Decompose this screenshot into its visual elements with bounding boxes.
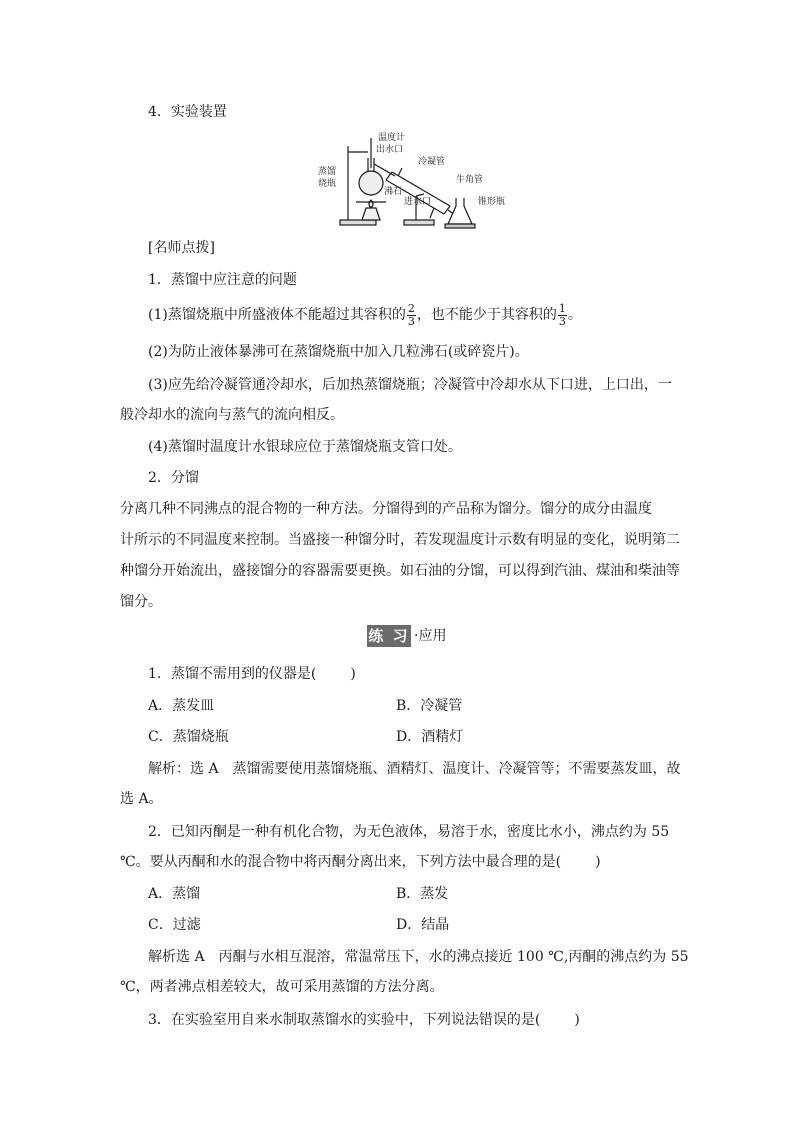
tips-item2-line2: 计所示的不同温度来控制。当盛接一种馏分时，若发现温度计示数有明显的变化，说明第二 [120,532,680,548]
tips-p1-text-before: (1)蒸馏烧瓶中所盛液体不能超过其容积的 [148,307,406,323]
q3-stem-text: 3．在实验室用自来水制取蒸馏水的实验中，下列说法错误的是( [148,1012,541,1028]
tips-p3-line1: (3)应先给冷凝管通冷却水，后加热蒸馏烧瓶；冷凝管中冷却水从下口进，上口出，一 [148,377,672,393]
q1-stem-text: 1．蒸馏不需用到的仪器是( [148,666,317,682]
q1-stem-end: ) [350,666,356,682]
label-adapter: 牛角管 [456,174,484,184]
q2-option-c: C．过滤 [148,917,201,933]
distillation-apparatus-diagram [300,128,520,230]
tips-p1-text-after: 。 [567,307,582,323]
label-water-in: 进水口 [404,196,432,206]
practice-badge: 练 习 [368,627,410,645]
fraction-two-thirds [407,303,416,328]
label-flask-line1: 蒸馏 [318,166,337,176]
label-thermometer: 温度计 [378,132,406,142]
q1-option-b: B．冷凝管 [396,698,463,714]
q2-option-b: B．蒸发 [396,886,449,902]
tips-item1-heading: 1．蒸馏中应注意的问题 [148,272,297,288]
q3-stem-end: ) [574,1012,580,1028]
q1-option-d: D．酒精灯 [396,729,464,745]
label-flask-line2: 烧瓶 [318,178,337,188]
label-condenser: 冷凝管 [418,156,446,166]
fraction-one-third [558,303,567,328]
practice-subtitle: ·应用 [414,628,447,644]
tips-item2-line1: 分离几种不同沸点的混合物的一种方法。分馏得到的产品称为馏分。馏分的成分由温度 [120,501,652,517]
q2-stem-end: ) [595,854,601,870]
section-heading: 4．实验装置 [148,104,227,120]
label-conical-flask: 锥形瓶 [478,196,506,206]
fraction-numerator: 1 [558,301,566,315]
q1-option-a: A．蒸发皿 [148,698,215,714]
fraction-denominator: 3 [558,314,566,328]
q2-option-d: D．结晶 [396,917,450,933]
label-boiling-stone: 沸石 [384,186,403,196]
tips-heading: [名师点拨] [148,240,215,256]
tips-item2-line4: 馏分。 [120,594,162,610]
tips-p1-text-middle: ，也不能少于其容积的 [416,307,557,323]
q2-option-a: A．蒸馏 [148,886,201,902]
q1-analysis-line1: 解析：选 A 蒸馏需要使用蒸馏烧瓶、酒精灯、温度计、冷凝管等；不需要蒸发皿，故 [148,761,681,777]
q2-stem-line2 [120,852,601,872]
label-water-out: 出水口 [376,144,404,154]
q1-stem [148,664,356,684]
tips-p4: (4)蒸馏时温度计水银球应位于蒸馏烧瓶支管口处。 [148,439,462,455]
q2-analysis-line1: 解析选 A 丙酮与水相互混溶，常温常压下，水的沸点接近 100 ℃,丙酮的沸点约为 55 [148,949,689,965]
q2-stem-line2-text: ℃。要从丙酮和水的混合物中将丙酮分离出来，下列方法中最合理的是( [120,854,562,870]
fraction-denominator: 3 [407,314,415,328]
tips-p2: (2)为防止液体暴沸可在蒸馏烧瓶中加入几粒沸石(或碎瓷片)。 [148,344,529,360]
fraction-numerator: 2 [407,301,415,315]
q3-stem [148,1010,580,1030]
tips-p1 [148,302,582,328]
tips-item2-line3: 种馏分开始流出，盛接馏分的容器需要更换。如石油的分馏，可以得到汽油、煤油和柴油等 [120,563,680,579]
q2-stem-line1: 2．已知丙酮是一种有机化合物，为无色液体，易溶于水，密度比水小，沸点约为 55 [148,824,670,840]
tips-p3-line2: 般冷却水的流向与蒸气的流向相反。 [120,407,344,423]
q1-option-c: C．蒸馏烧瓶 [148,729,229,745]
q1-analysis-line2: 选 A。 [120,791,163,807]
tips-item2-heading: 2．分馏 [148,470,199,486]
q2-analysis-line2: ℃，两者沸点相差较大，故可采用蒸馏的方法分离。 [120,979,444,995]
